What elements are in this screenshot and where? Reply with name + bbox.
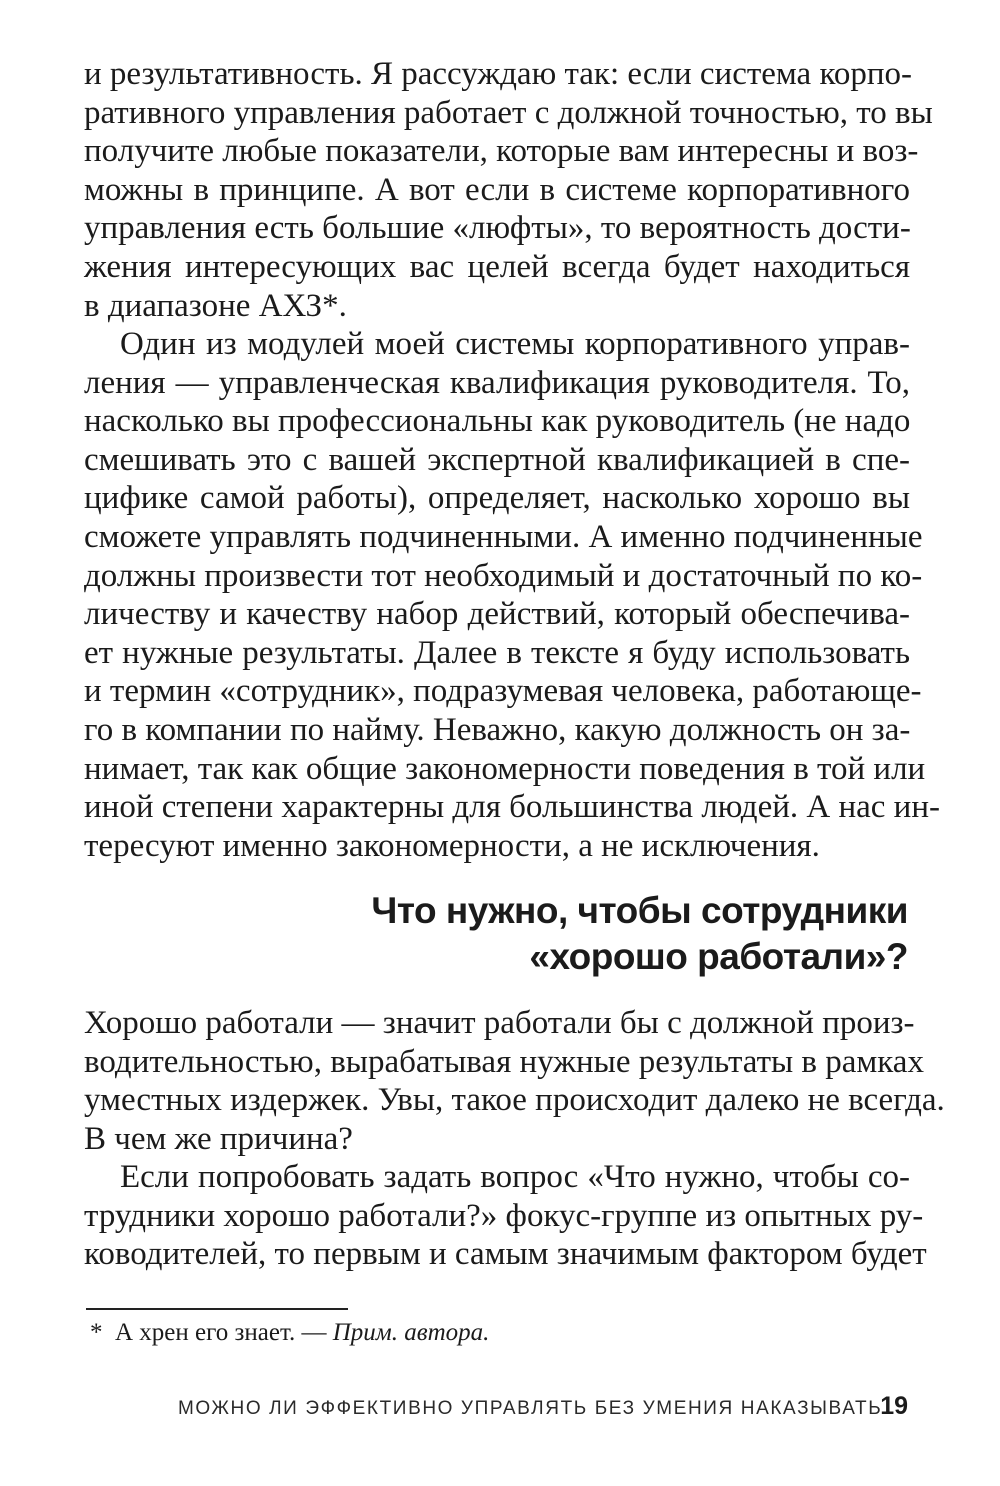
text-line: ководителей, то первым и самым значимым фактором будет: [84, 1236, 927, 1273]
text-line: ления — управленческая квалификация руководителя. То,: [84, 364, 910, 401]
page-number: 19: [880, 1392, 908, 1420]
footnote-emphasis: Прим. автора.: [332, 1319, 490, 1346]
text-line: нимает, так как общие закономерности поведения в той или: [84, 750, 926, 787]
text-line: ет нужные результаты. Далее в тексте я буду использовать: [84, 634, 910, 671]
text-line: Один из модулей моей системы корпоративного управ-: [120, 326, 910, 362]
text-line: уместных издержек. Увы, такое происходит далеко не всегда.: [84, 1082, 945, 1119]
text-line: личеству и качеству набор действий, который обеспечива-: [84, 596, 910, 633]
paragraph-4: [84, 1158, 927, 1274]
section-heading: [371, 888, 908, 980]
section-heading-line-1: Что нужно, чтобы сотрудники: [371, 890, 908, 931]
text-line: получите любые показатели, которые вам интересны и воз-: [84, 133, 919, 170]
text-line: насколько вы профессиональны как руководитель (не надо: [84, 403, 911, 440]
text-line: ративного управления работает с должной точностью, то вы: [84, 94, 933, 131]
footnote-marker: *: [90, 1319, 103, 1346]
footnote: [90, 1318, 489, 1348]
text-line: и результативность. Я рассуждаю так: если система корпо-: [84, 56, 912, 92]
text-line: сможете управлять подчиненными. А именно подчиненные: [84, 518, 923, 555]
text-line: тересуют именно закономерности, а не исключения.: [84, 827, 820, 864]
text-line: управления есть большие «люфты», то вероятность дости-: [84, 210, 911, 247]
footnote-text: А хрен его знает. —: [115, 1319, 333, 1346]
text-line: трудники хорошо работали?» фокус-группе из опытных ру-: [84, 1197, 924, 1234]
text-line: иной степени характерны для большинства людей. А нас ин-: [84, 789, 940, 826]
footnote-divider: [86, 1308, 348, 1310]
text-line: смешивать это с вашей экспертной квалификацией в спе-: [84, 441, 910, 478]
text-line: жения интересующих вас целей всегда будет находиться: [84, 248, 910, 285]
text-line: Если попробовать задать вопрос «Что нужно, чтобы со-: [120, 1159, 910, 1195]
text-line: Хорошо работали — значит работали бы с должной произ-: [84, 1005, 915, 1041]
paragraph-3: [84, 1004, 945, 1158]
section-heading-line-2: «хорошо работали»?: [529, 936, 908, 977]
paragraph-2: [84, 325, 940, 865]
text-line: В чем же причина?: [84, 1120, 353, 1157]
text-line: должны произвести тот необходимый и достаточный по ко-: [84, 557, 923, 594]
text-line: цифике самой работы), определяет, насколько хорошо вы: [84, 480, 910, 517]
text-line: можны в принципе. А вот если в системе корпоративного: [84, 171, 910, 208]
text-line: водительностью, вырабатывая нужные результаты в рамках: [84, 1043, 924, 1080]
running-title: МОЖНО ЛИ ЭФФЕКТИВНО УПРАВЛЯТЬ БЕЗ УМЕНИЯ НАКАЗЫВАТЬ: [178, 1398, 883, 1419]
text-line: го в компании по найму. Неважно, какую должность он за-: [84, 711, 911, 748]
paragraph-1: [84, 55, 933, 325]
text-line: и термин «сотрудник», подразумевая человека, работающе-: [84, 673, 922, 710]
text-line: в диапазоне АХЗ*.: [84, 287, 347, 324]
